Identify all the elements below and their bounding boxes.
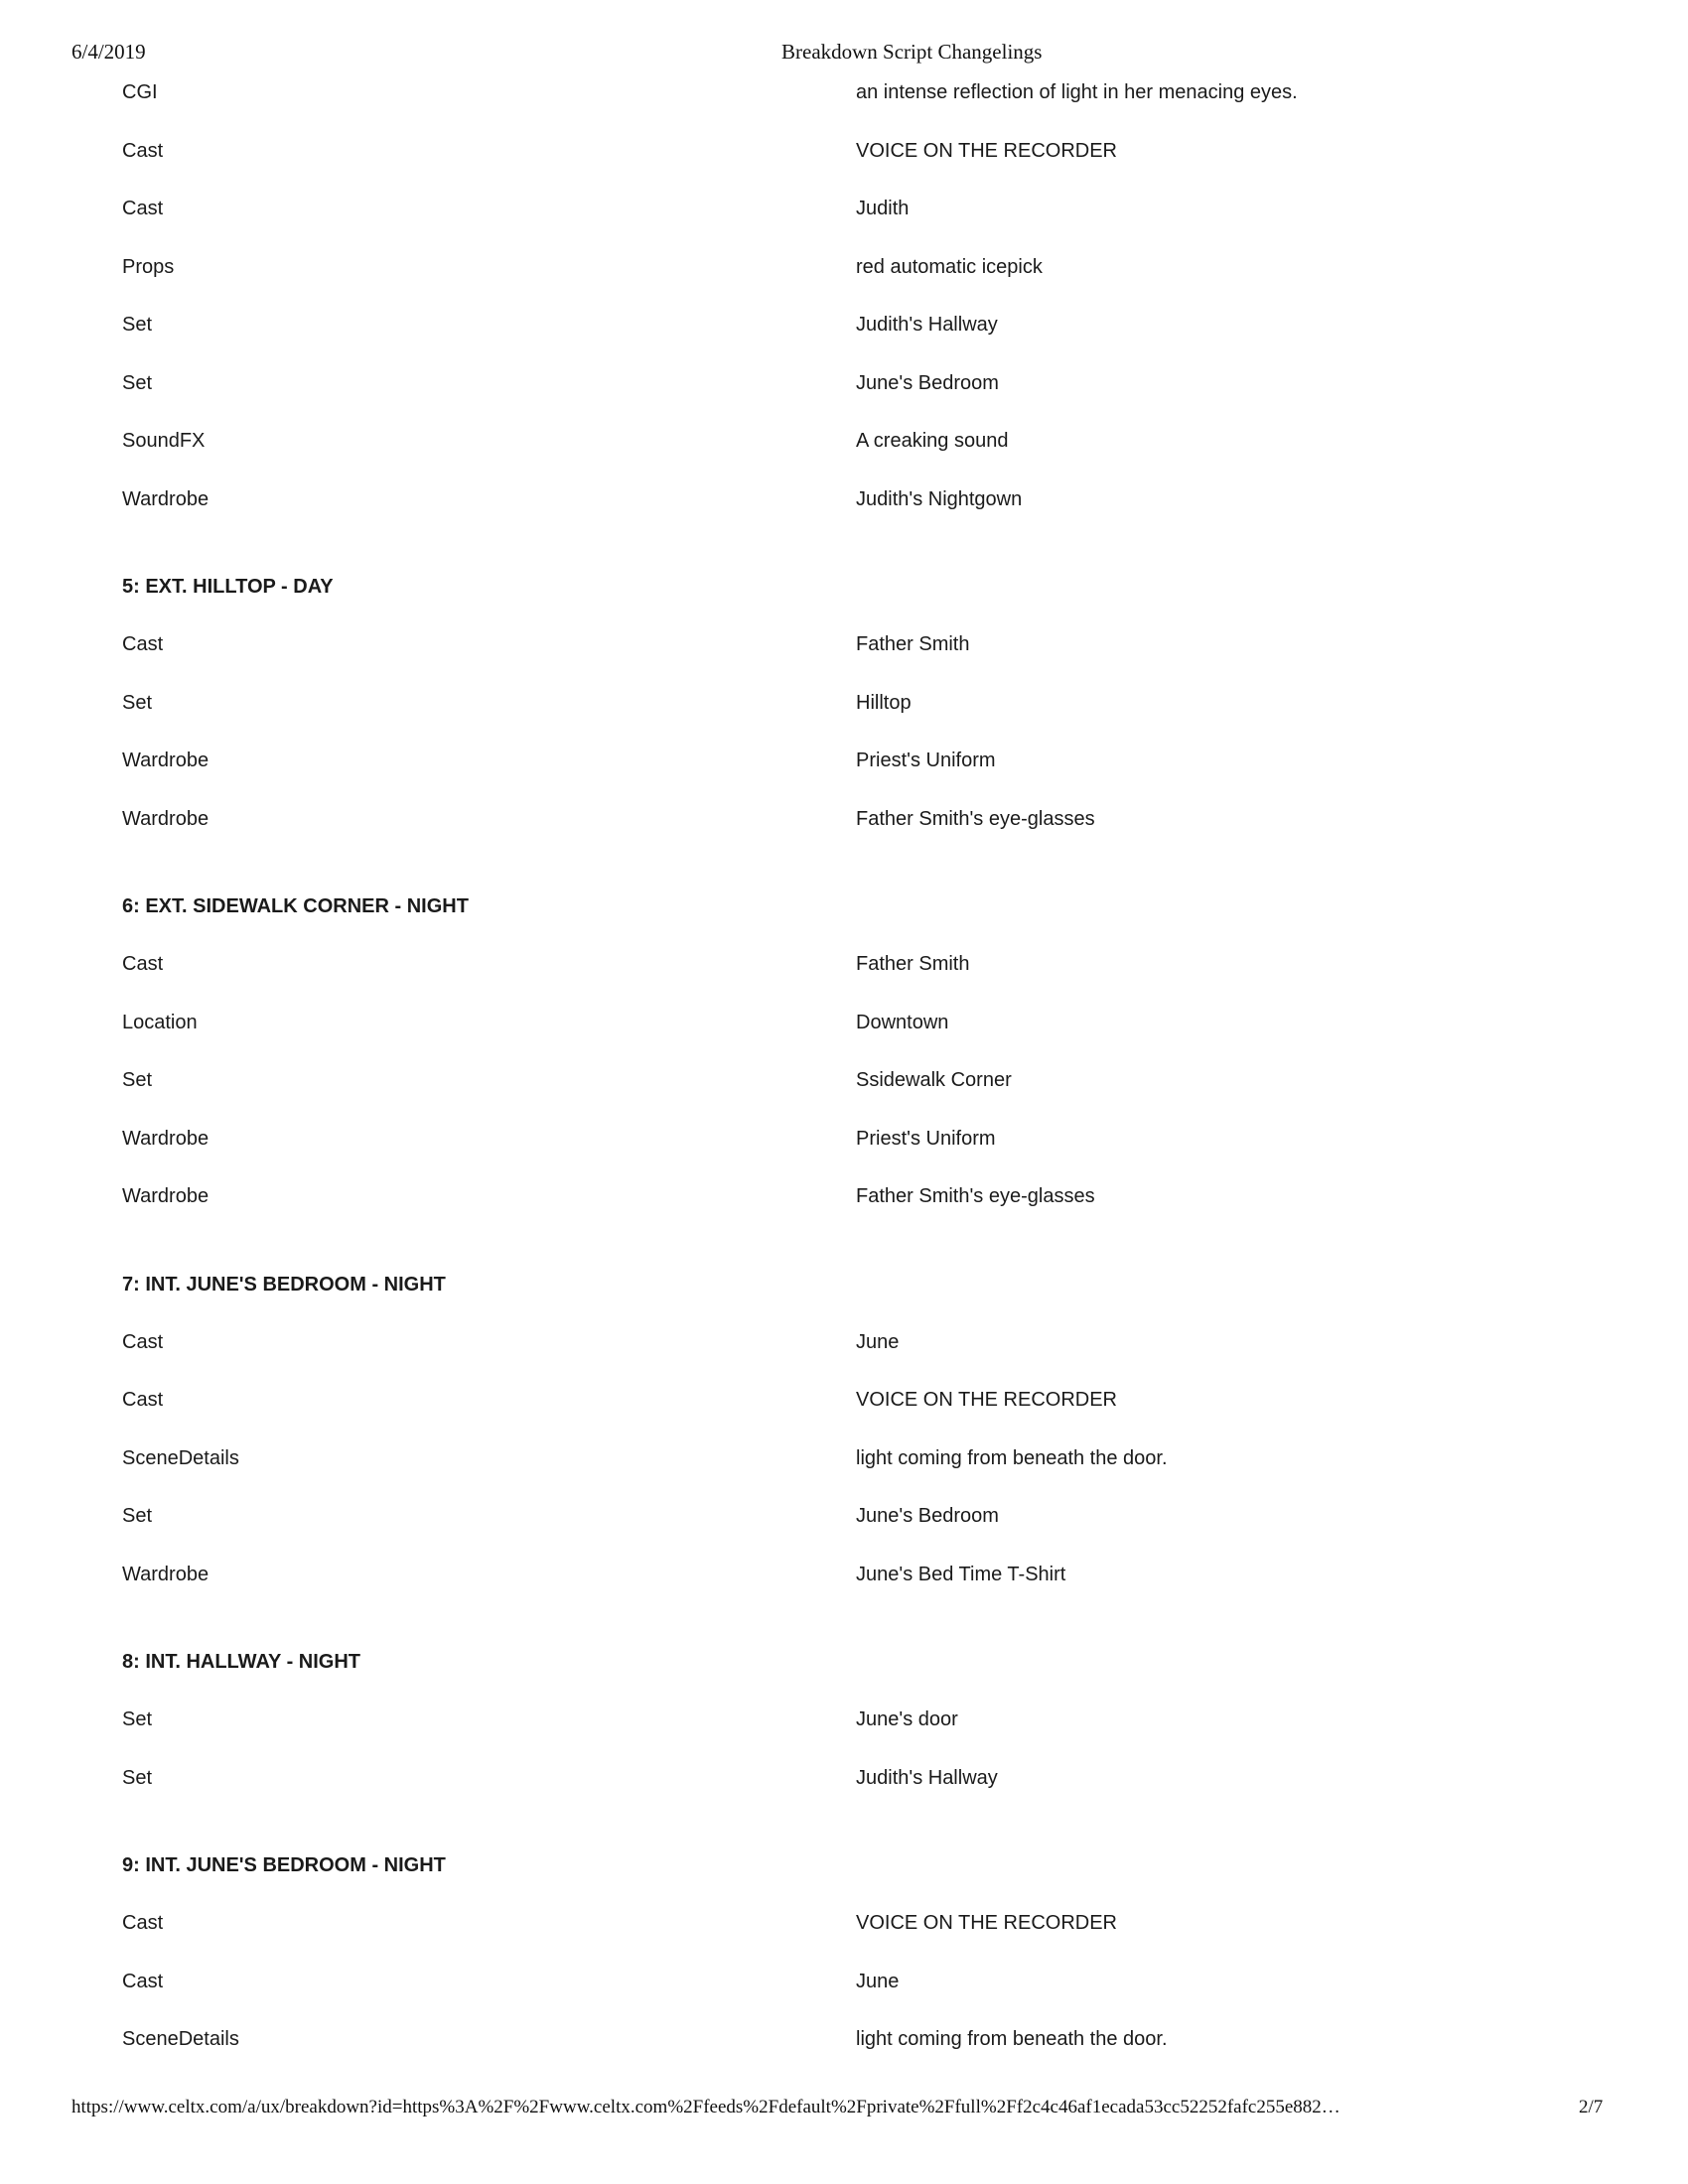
breakdown-category: Cast xyxy=(122,1330,164,1353)
breakdown-row xyxy=(0,132,1688,191)
breakdown-row xyxy=(0,684,1688,743)
breakdown-category: Cast xyxy=(122,1970,164,1992)
scene-heading xyxy=(0,887,1688,945)
breakdown-category: Wardrobe xyxy=(122,807,210,830)
breakdown-row xyxy=(0,480,1688,539)
breakdown-row xyxy=(0,306,1688,364)
breakdown-category: SoundFX xyxy=(122,430,206,452)
breakdown-category: Set xyxy=(122,691,153,714)
breakdown-value: Judith xyxy=(856,198,910,219)
breakdown-category: Set xyxy=(122,1069,153,1091)
breakdown-value: light coming from beneath the door. xyxy=(856,2028,1168,2050)
breakdown-category: Set xyxy=(122,1708,153,1730)
breakdown-value: Father Smith xyxy=(856,953,970,975)
breakdown-category: Set xyxy=(122,371,153,394)
breakdown-row xyxy=(0,945,1688,1004)
breakdown-category: Location xyxy=(122,1011,198,1033)
breakdown-value: Downtown xyxy=(856,1011,949,1033)
breakdown-value: Judith's Nightgown xyxy=(856,487,1023,510)
page-url: https://www.celtx.com/a/ux/breakdown?id=https%3A%2F%2Fwww.celtx.com%2Ffeeds%2Fdefault%2Fprivate%2Ffull%2Ff2c4c46af1ecada53cc52252fafc255e882… xyxy=(71,2097,1340,2117)
breakdown-row xyxy=(0,1323,1688,1382)
breakdown-value: Father Smith's eye-glasses xyxy=(856,1185,1095,1207)
breakdown-value: VOICE ON THE RECORDER xyxy=(856,1389,1117,1411)
breakdown-row xyxy=(0,742,1688,800)
breakdown-value: June xyxy=(856,1970,900,1992)
breakdown-row xyxy=(0,1904,1688,1963)
scene-heading xyxy=(0,1266,1688,1323)
breakdown-value: light coming from beneath the door. xyxy=(856,1446,1168,1469)
breakdown-value: June's Bedroom xyxy=(856,371,999,394)
scene-heading xyxy=(0,1643,1688,1701)
breakdown-category: Cast xyxy=(122,953,164,975)
breakdown-value: A creaking sound xyxy=(856,430,1009,452)
breakdown-row xyxy=(0,190,1688,248)
print-date: 6/4/2019 xyxy=(71,40,146,64)
breakdown-value: June's Bed Time T-Shirt xyxy=(856,1563,1066,1585)
page-title: Breakdown Script Changelings xyxy=(781,40,1043,64)
breakdown-category: Set xyxy=(122,1505,153,1527)
breakdown-category: Wardrobe xyxy=(122,1563,210,1585)
breakdown-value: VOICE ON THE RECORDER xyxy=(856,1912,1117,1934)
breakdown-category: SceneDetails xyxy=(122,2028,239,2050)
breakdown-value: Father Smith's eye-glasses xyxy=(856,807,1095,830)
breakdown-value: June's Bedroom xyxy=(856,1505,999,1527)
scene-section xyxy=(0,1846,1688,2079)
breakdown-value: Priest's Uniform xyxy=(856,750,996,771)
breakdown-category: CGI xyxy=(122,81,158,103)
scene-heading xyxy=(0,1846,1688,1904)
breakdown-row xyxy=(0,625,1688,684)
breakdown-row xyxy=(0,1004,1688,1062)
breakdown-category: Wardrobe xyxy=(122,1127,210,1150)
breakdown-category: Cast xyxy=(122,139,164,162)
scene-section xyxy=(0,1266,1688,1614)
breakdown-row xyxy=(0,2020,1688,2079)
breakdown-value: Ssidewalk Corner xyxy=(856,1069,1012,1091)
breakdown-category: Wardrobe xyxy=(122,750,210,771)
breakdown-category: Cast xyxy=(122,1389,164,1411)
breakdown-row xyxy=(0,1120,1688,1178)
breakdown-value: June's door xyxy=(856,1708,958,1730)
breakdown-category: Wardrobe xyxy=(122,487,210,510)
breakdown-category: Cast xyxy=(122,198,164,219)
breakdown-value: Hilltop xyxy=(856,691,912,714)
scene-heading xyxy=(0,568,1688,625)
breakdown-value: June xyxy=(856,1330,900,1353)
breakdown-category: Cast xyxy=(122,1912,164,1934)
breakdown-row xyxy=(0,800,1688,859)
scene-section xyxy=(0,568,1688,858)
breakdown-row xyxy=(0,1963,1688,2021)
breakdown-category: SceneDetails xyxy=(122,1446,239,1469)
breakdown-row xyxy=(0,422,1688,480)
breakdown-value: VOICE ON THE RECORDER xyxy=(856,139,1117,162)
breakdown-row xyxy=(0,73,1688,132)
breakdown-row xyxy=(0,1381,1688,1439)
scene-section xyxy=(0,1643,1688,1817)
breakdown-value: red automatic icepick xyxy=(856,255,1043,278)
breakdown-value: Judith's Hallway xyxy=(856,1766,998,1789)
scene-section xyxy=(0,73,1688,538)
scene-heading-text: 7: INT. JUNE'S BEDROOM - NIGHT xyxy=(122,1273,446,1296)
breakdown-category: Props xyxy=(122,255,175,278)
breakdown-category: Wardrobe xyxy=(122,1185,210,1207)
scene-heading-text: 6: EXT. SIDEWALK CORNER - NIGHT xyxy=(122,895,469,917)
scene-heading-text: 9: INT. JUNE'S BEDROOM - NIGHT xyxy=(122,1854,446,1876)
breakdown-category: Set xyxy=(122,1766,153,1789)
breakdown-list xyxy=(0,73,1688,2079)
page-number: 2/7 xyxy=(1579,2097,1604,2117)
breakdown-value: Priest's Uniform xyxy=(856,1127,996,1150)
breakdown-row xyxy=(0,1061,1688,1120)
breakdown-row xyxy=(0,1701,1688,1759)
breakdown-value: Father Smith xyxy=(856,633,970,655)
breakdown-row xyxy=(0,1497,1688,1556)
breakdown-category: Set xyxy=(122,314,153,336)
scene-heading-text: 8: INT. HALLWAY - NIGHT xyxy=(122,1651,361,1673)
breakdown-value: an intense reflection of light in her menacing eyes. xyxy=(856,81,1298,103)
breakdown-row xyxy=(0,1177,1688,1236)
scene-heading-text: 5: EXT. HILLTOP - DAY xyxy=(122,576,334,598)
scene-section xyxy=(0,887,1688,1236)
breakdown-category: Cast xyxy=(122,633,164,655)
breakdown-value: Judith's Hallway xyxy=(856,314,998,336)
breakdown-row xyxy=(0,1439,1688,1498)
breakdown-row xyxy=(0,1759,1688,1818)
breakdown-row xyxy=(0,248,1688,307)
breakdown-row xyxy=(0,364,1688,423)
breakdown-row xyxy=(0,1556,1688,1614)
